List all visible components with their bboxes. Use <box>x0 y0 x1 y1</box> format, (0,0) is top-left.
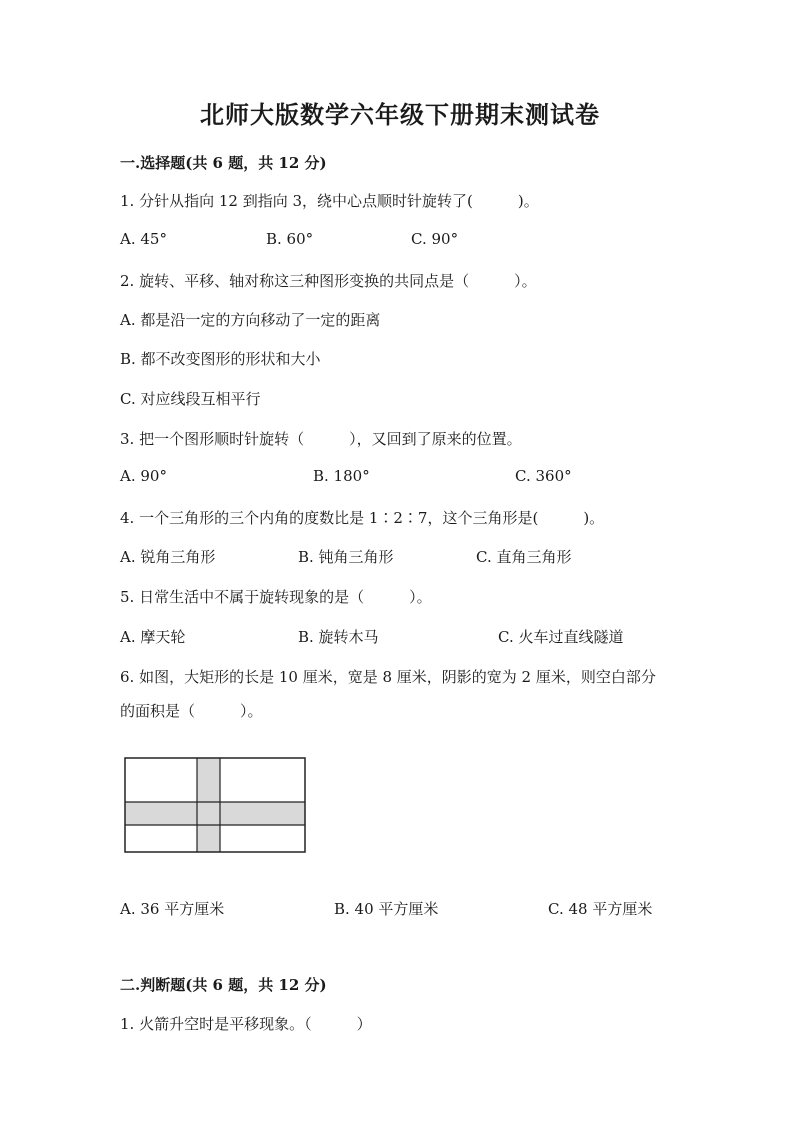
rectangle-figure <box>124 757 308 855</box>
q1-option-a: A. 45° <box>120 230 167 248</box>
q6-option-c: C. 48 平方厘米 <box>548 900 653 918</box>
question-6-line-1: 6. 如图，大矩形的长是 10 厘米，宽是 8 厘米，阴影的宽为 2 厘米，则空白部分 <box>120 668 656 686</box>
q4-option-c: C. 直角三角形 <box>476 548 572 566</box>
judgment-question-1: 1. 火箭升空时是平移现象。（ ） <box>120 1015 372 1033</box>
page-title: 北师大版数学六年级下册期末测试卷 <box>200 100 600 129</box>
q5-option-b: B. 旋转木马 <box>298 628 379 646</box>
question-5: 5. 日常生活中不属于旋转现象的是（ ）。 <box>120 588 432 606</box>
q4-option-a: A. 锐角三角形 <box>120 548 216 566</box>
question-4: 4. 一个三角形的三个内角的度数比是 1∶2∶7，这个三角形是( )。 <box>120 509 605 527</box>
section-heading-true-false: 二.判断题(共 6 题，共 12 分) <box>120 976 327 994</box>
q3-option-c: C. 360° <box>515 467 572 485</box>
q1-option-b: B. 60° <box>266 230 314 248</box>
q6-option-a: A. 36 平方厘米 <box>120 900 225 918</box>
q4-option-b: B. 钝角三角形 <box>298 548 394 566</box>
q2-option-c: C. 对应线段互相平行 <box>120 390 261 408</box>
question-3: 3. 把一个图形顺时针旋转（ ），又回到了原来的位置。 <box>120 430 522 448</box>
question-1: 1. 分针从指向 12 到指向 3，绕中心点顺时针旋转了( )。 <box>120 192 539 210</box>
q1-option-c: C. 90° <box>411 230 459 248</box>
q5-option-c: C. 火车过直线隧道 <box>498 628 624 646</box>
q3-option-a: A. 90° <box>120 467 167 485</box>
question-2: 2. 旋转、平移、轴对称这三种图形变换的共同点是（ ）。 <box>120 272 537 290</box>
figure-vertical-shade <box>197 758 220 852</box>
section-heading-choice: 一.选择题(共 6 题，共 12 分) <box>120 154 327 172</box>
q2-option-b: B. 都不改变图形的形状和大小 <box>120 350 321 368</box>
question-6-line-2: 的面积是（ ）。 <box>120 702 263 720</box>
q2-option-a: A. 都是沿一定的方向移动了一定的距离 <box>120 311 381 329</box>
q3-option-b: B. 180° <box>313 467 370 485</box>
q6-option-b: B. 40 平方厘米 <box>334 900 439 918</box>
q5-option-a: A. 摩天轮 <box>120 628 186 646</box>
